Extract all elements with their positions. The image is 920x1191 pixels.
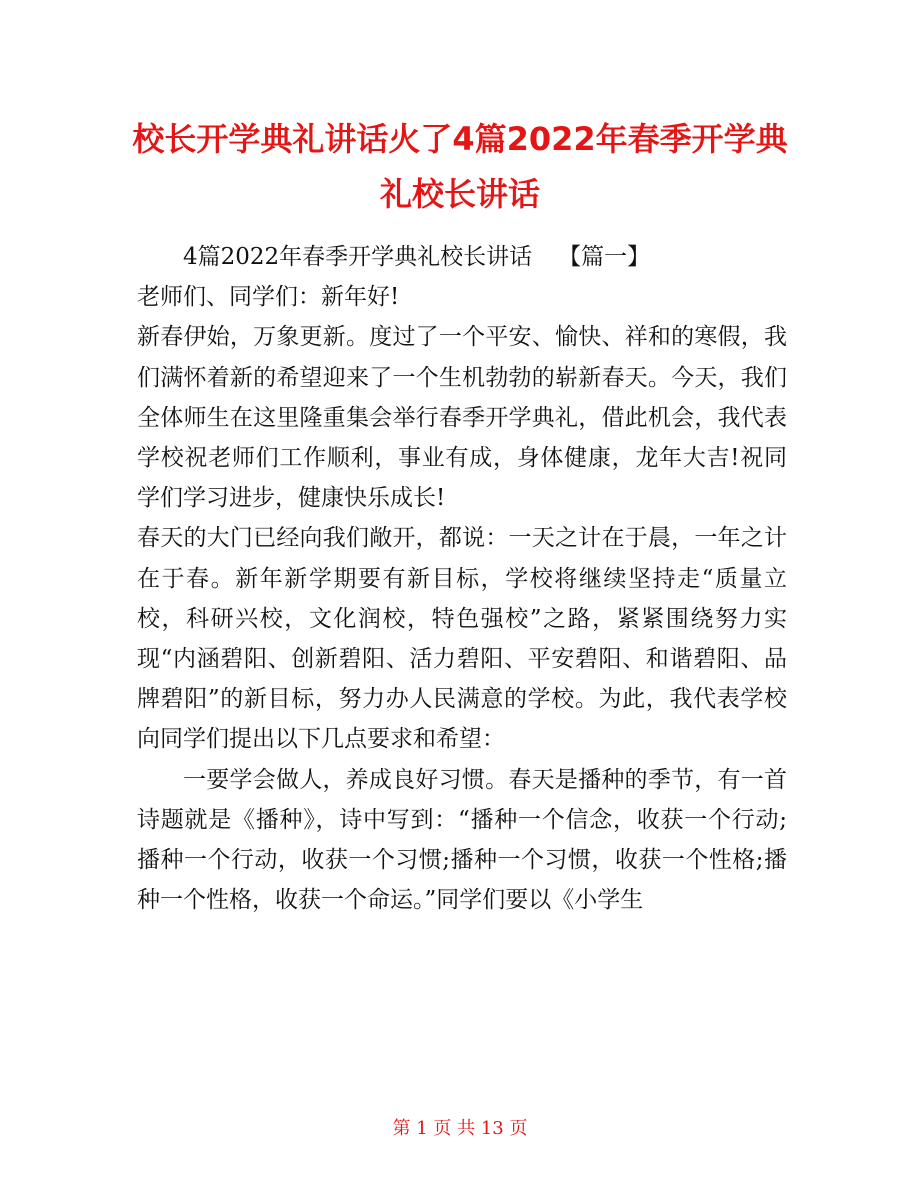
document-body	[137, 237, 787, 920]
subtitle-tag: 【篇一】	[558, 244, 651, 270]
paragraph-2: 春天的大门已经向我们敞开，都说：一天之计在于晨，一年之计在于春。新年新学期要有新目标，学校将继续坚持走“质量立校，科研兴校，文化润校，特色强校”之路，紧紧围绕努力实现“内涵碧阳、创新碧阳、活力碧阳、平安碧阳、和谐碧阳、品牌碧阳”的新目标，努力办人民满意的学校。为此，我代表学校向同学们提出以下几点要求和希望：	[137, 525, 787, 753]
page-footer: 第 1 页 共 13 页	[392, 1118, 528, 1139]
paragraph-greeting: 老师们、同学们：新年好!	[137, 284, 400, 311]
document-title: 校长开学典礼讲话火了4篇2022年春季开学典礼校长讲话	[132, 120, 788, 213]
paragraph-1: 新春伊始，万象更新。度过了一个平安、愉快、祥和的寒假，我们满怀着新的希望迎来了一个生机勃勃的崭新春天。今天，我们全体师生在这里隆重集会举行春季开学典礼，借此机会，我代表学校祝老师们工作顺利，事业有成，身体健康，龙年大吉!祝同学们学习进步，健康快乐成长!	[137, 324, 787, 512]
subtitle-text: 4篇2022年春季开学典礼校长讲话	[183, 244, 533, 270]
document-subtitle	[137, 237, 787, 277]
paragraph-3: 一要学会做人，养成良好习惯。春天是播种的季节，有一首诗题就是《播种》，诗中写到：“播种一个信念，收获一个行动;播种一个行动，收获一个习惯;播种一个习惯，收获一个性格;播种一个性格，收获一个命运。”同学们要以《小学生	[137, 766, 787, 914]
